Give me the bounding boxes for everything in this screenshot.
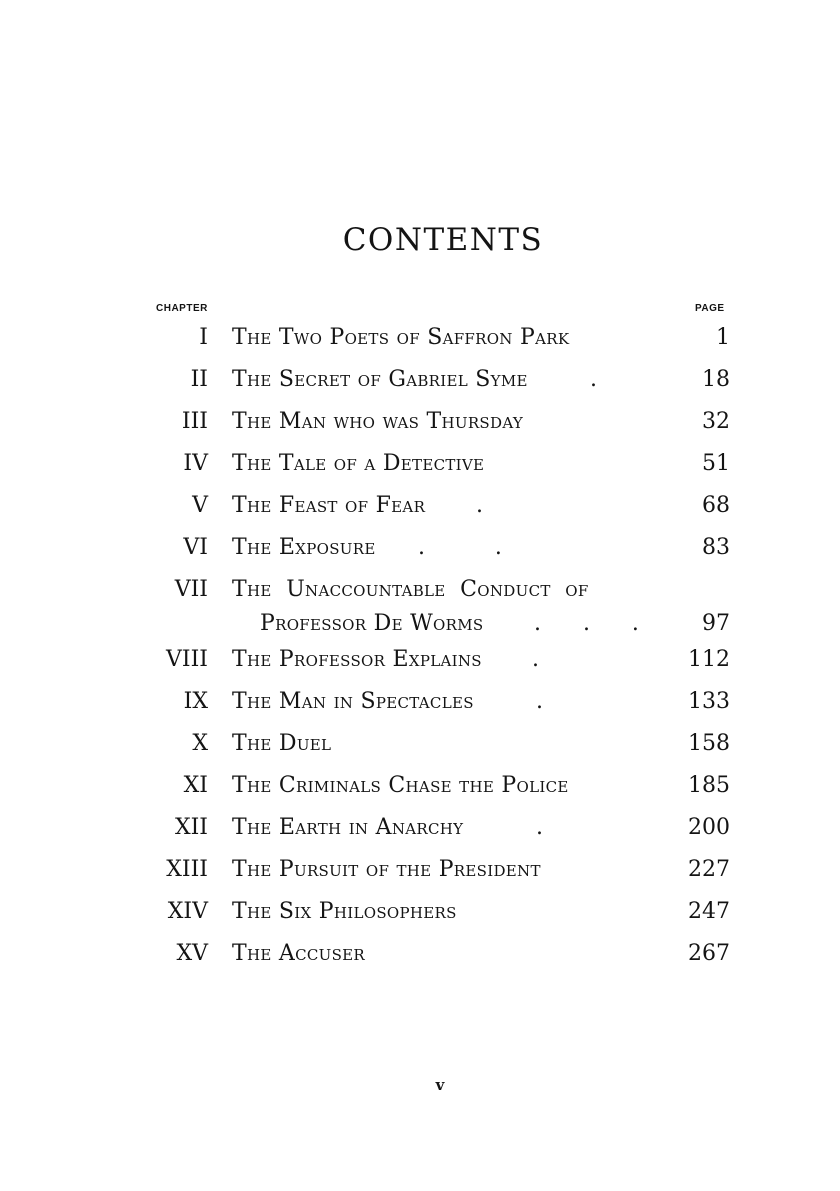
page-number: 32 xyxy=(702,409,730,434)
leader-dots: . . xyxy=(418,535,502,560)
chapter-number: IX xyxy=(183,689,208,714)
toc-entry xyxy=(0,535,840,571)
chapter-title: The Pursuit of the President xyxy=(232,857,541,882)
toc-entry xyxy=(0,941,840,977)
leader-dots: . xyxy=(590,367,597,392)
leader-dots: . xyxy=(476,493,483,518)
chapter-title: The Feast of Fear xyxy=(232,493,426,518)
chapter-title: The Duel xyxy=(232,731,332,756)
chapter-title-continued: Professor De Worms xyxy=(260,611,484,636)
chapter-column-header: CHAPTER xyxy=(156,303,208,314)
folio-page-number: v xyxy=(435,1076,445,1094)
chapter-number: X xyxy=(192,731,208,756)
toc-entry xyxy=(0,899,840,935)
page-number: 18 xyxy=(702,367,730,392)
page-number: 83 xyxy=(702,535,730,560)
chapter-number: XV xyxy=(176,941,208,966)
toc-entry xyxy=(0,325,840,361)
chapter-title: The Man who was Thursday xyxy=(232,409,524,434)
leader-dots: . xyxy=(536,815,543,840)
leader-dots: . . . xyxy=(534,611,639,636)
chapter-title: The Accuser xyxy=(232,941,366,966)
toc-entry xyxy=(0,367,840,403)
chapter-title: The Unaccountable Conduct of xyxy=(232,577,589,602)
chapter-number: VI xyxy=(183,535,208,560)
toc-entry xyxy=(0,409,840,445)
chapter-number: V xyxy=(192,493,208,518)
chapter-number: III xyxy=(181,409,208,434)
chapter-number: XIV xyxy=(167,899,208,924)
chapter-title: The Exposure xyxy=(232,535,376,560)
chapter-title: The Six Philosophers xyxy=(232,899,457,924)
page-number: 185 xyxy=(688,773,730,798)
chapter-title: The Two Poets of Saffron Park xyxy=(232,325,570,350)
page-number: 133 xyxy=(688,689,730,714)
page-number: 51 xyxy=(702,451,730,476)
leader-dots: . xyxy=(536,689,543,714)
chapter-title: The Earth in Anarchy xyxy=(232,815,464,840)
toc-entry xyxy=(0,857,840,893)
chapter-number: XII xyxy=(174,815,208,840)
toc-entry xyxy=(0,647,840,683)
chapter-number: VIII xyxy=(166,647,208,672)
chapter-title: The Professor Explains xyxy=(232,647,482,672)
chapter-number: XI xyxy=(183,773,208,798)
toc-entry xyxy=(0,689,840,725)
chapter-title: The Criminals Chase the Police xyxy=(232,773,569,798)
chapter-title: The Secret of Gabriel Syme xyxy=(232,367,528,392)
chapter-title: The Tale of a Detective xyxy=(232,451,485,476)
toc-entry xyxy=(0,815,840,851)
page-number: 227 xyxy=(688,857,730,882)
chapter-number: II xyxy=(190,367,208,392)
leader-dots: . xyxy=(532,647,539,672)
page-column-header: PAGE xyxy=(695,303,725,314)
page-number: 247 xyxy=(688,899,730,924)
chapter-number: IV xyxy=(183,451,208,476)
toc-entry xyxy=(0,731,840,767)
toc-entry xyxy=(0,493,840,529)
page-title: CONTENTS xyxy=(342,222,544,258)
chapter-number: XIII xyxy=(166,857,208,882)
page-number: 267 xyxy=(688,941,730,966)
chapter-number: VII xyxy=(174,577,208,602)
chapter-title: The Man in Spectacles xyxy=(232,689,474,714)
toc-entry xyxy=(0,451,840,487)
chapter-number: I xyxy=(199,325,208,350)
toc-entry xyxy=(0,773,840,809)
page-number: 68 xyxy=(702,493,730,518)
page-number: 97 xyxy=(702,611,730,636)
toc-entry xyxy=(0,577,840,647)
page-number: 1 xyxy=(716,325,730,350)
page-number: 158 xyxy=(688,731,730,756)
page-number: 200 xyxy=(688,815,730,840)
page-number: 112 xyxy=(688,647,730,672)
